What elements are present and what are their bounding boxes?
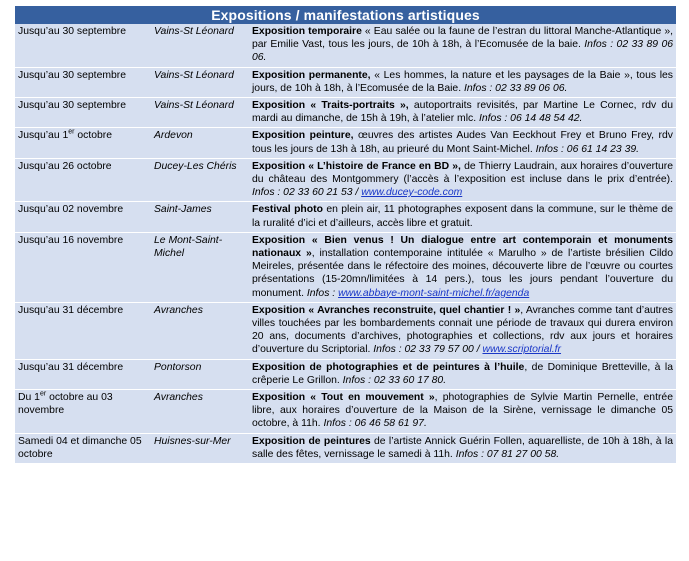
event-date: Jusqu’au 30 septembre [15,98,151,128]
event-description [249,202,676,232]
section-title: Expositions / manifestations artistiques [15,6,676,24]
event-title: Festival photo [252,204,323,216]
event-text: de Thierry Laudrain, aux horaires d’ouverture du château des Montgommery (l’accès à l’exposition est incluse dans le prix d’entrée). [252,160,673,186]
table-row [15,24,676,67]
event-place: Le Mont-Saint-Michel [151,232,249,302]
event-link[interactable]: www.scriptorial.fr [482,344,562,356]
event-description [249,128,676,158]
event-date: Jusqu’au 30 septembre [15,67,151,97]
event-text: , installation contemporaine intitulée « Marulho » de l’artiste brésilien Cildo Meireles, présentée dans le réfectoire des moines, découverte libre de l’œuvre ou courtes présentations (15-20mn/limitées à 14 pers.), tous les jours pendant l’ouverture du monument. [252,248,673,299]
event-place: Avranches [151,302,249,359]
table-row [15,202,676,232]
event-date: Jusqu’au 26 octobre [15,158,151,202]
event-title: Exposition « Avranches reconstruite, quel chantier ! » [252,304,521,316]
event-date: Samedi 04 et dimanche 05 octobre [15,433,151,463]
event-date: Jusqu’au 02 novembre [15,202,151,232]
event-description [249,302,676,359]
table-row [15,433,676,463]
event-text: en plein air, 11 photographes exposent dans la commune, sur le thème de la ruralité d’ici et d’ailleurs, accès libre et gratuit. [252,204,673,229]
event-date: Jusqu’au 31 décembre [15,302,151,359]
event-text: « Eau salée ou la faune de l’estran du littoral Manche-Atlantique », par Emilie Vast, tous les jours, de 10h à 18h, à l’Ecomusée de la baie. [252,26,673,51]
event-description [249,232,676,302]
table-row [15,390,676,434]
event-text: , photographies de Sylvie Martin Pernelle, entrée libre, aux horaires d’ouverture de la Maison de la Sirène, vernissage le dimanche 05 octobre, à 11h. [252,392,673,430]
event-title: Exposition peinture, [252,130,354,142]
table-row [15,232,676,302]
event-description [249,433,676,463]
event-date: Du 1er octobre au 03 novembre [15,390,151,434]
event-text: autoportraits revisités, par Martine Le Cornec, rdv du mardi au dimanche, de 15h à 19h, à l’atelier mlc. [252,100,673,125]
event-date: Jusqu’au 16 novembre [15,232,151,302]
event-text: « Les hommes, la nature et les paysages de la Baie », tous les jours, de 10h à 18h, à l’Ecomusée de la Baie. [252,69,673,94]
event-infos: Infos : 06 14 48 54 42. [479,113,583,125]
event-infos: Infos : 02 33 89 06 06. [464,82,568,94]
event-date: Jusqu’au 30 septembre [15,24,151,67]
event-title: Exposition temporaire [252,26,362,37]
event-place: Vains-St Léonard [151,67,249,97]
table-row [15,67,676,97]
event-title: Exposition « Traits-portraits », [252,100,409,112]
table-row [15,359,676,389]
events-table [15,24,676,464]
event-place: Pontorson [151,359,249,389]
events-listing [15,6,676,464]
event-description [249,158,676,202]
event-place: Huisnes-sur-Mer [151,433,249,463]
event-text: œuvres des artistes Audes Van Eeckhout Frey et Bruno Frey, rdv tous les jours de 13h à 18h, au prieuré du Mont Saint-Michel. [252,130,673,155]
event-description [249,390,676,434]
event-title: Exposition de peintures [252,435,371,447]
event-place: Vains-St Léonard [151,24,249,67]
event-infos: Infos : 02 33 60 17 80. [342,374,447,386]
event-description [249,359,676,389]
event-infos: Infos : 02 33 60 21 53 / [252,187,362,199]
event-link[interactable]: www.ducey-code.com [361,187,463,199]
event-title: Exposition « Bien venus ! Un dialogue entre art contemporain et monuments nationaux » [252,234,673,260]
table-row [15,302,676,359]
event-infos: Infos : [306,287,339,299]
event-description [249,67,676,97]
event-text: de l’artiste Annick Guérin Follen, aquarelliste, de 10h à 18h, à la salle des fêtes, vernissage le samedi à 11h. [252,435,674,460]
event-place: Saint-James [151,202,249,232]
event-text: , Avranches comme tant d’autres villes touchées par les bombardements connait une période de travaux qui durera environ 20 ans, documents d’archives, photographies et collections, rdv aux jours et horaires d’ouverture du Scriptorial. [252,304,673,356]
event-infos: Infos : 07 81 27 00 58. [455,448,560,460]
event-title: Exposition de photographies et de peintures à l’huile [252,361,525,373]
table-row [15,128,676,158]
event-infos: Infos : 02 33 79 57 00 / [373,344,483,356]
event-infos: Infos : 06 61 14 23 39. [535,143,640,155]
event-date: Jusqu’au 31 décembre [15,359,151,389]
event-place: Ardevon [151,128,249,158]
event-description [249,98,676,128]
event-infos: Infos : 06 46 58 61 97. [323,418,427,430]
table-row [15,158,676,202]
event-title: Exposition « L’histoire de France en BD », [252,160,461,172]
event-text: , de Dominique Bretteville, à la crêperie Le Grillon. [252,361,673,386]
event-place: Avranches [151,390,249,434]
event-place: Vains-St Léonard [151,98,249,128]
event-title: Exposition permanente, [252,69,371,81]
event-infos: Infos : 02 33 89 06 06. [252,39,673,64]
event-link[interactable]: www.abbaye-mont-saint-michel.fr/agenda [338,287,530,299]
event-description [249,24,676,67]
table-row [15,98,676,128]
event-date: Jusqu’au 1er octobre [15,128,151,158]
event-title: Exposition « Tout en mouvement » [252,392,435,404]
event-place: Ducey-Les Chéris [151,158,249,202]
